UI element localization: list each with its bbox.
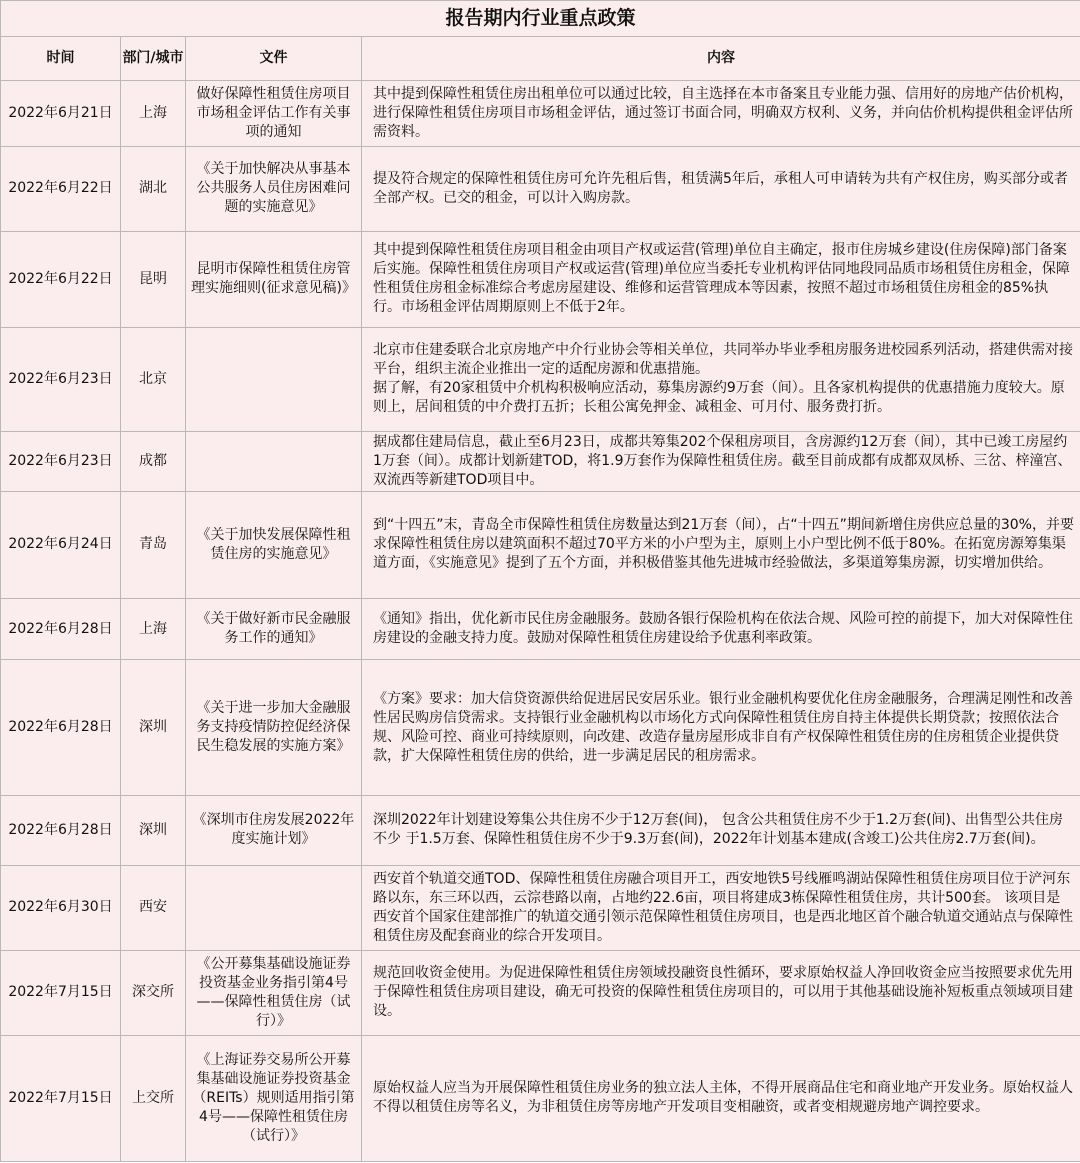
- row-dept: 深圳: [121, 660, 186, 796]
- row-dept: 西安: [121, 865, 186, 950]
- row-content: 据成都住建局信息，截止至6月23日，成都共筹集202个保租房项目，含房源约12万套（间），其中已竣工房屋约1万套（间）。成都计划新建TOD，将1.9万套作为保障性租赁住房。截至目前成都有成都双凤桥、三岔、梓潼宫、双流西等新建TOD项目中。: [362, 431, 1080, 491]
- header-date: 时间: [1, 37, 121, 81]
- row-date: 2022年7月15日: [1, 1035, 121, 1161]
- table-row: [1, 865, 1080, 950]
- row-dept: 湖北: [121, 146, 186, 231]
- row-content: 原始权益人应当为开展保障性租赁住房业务的独立法人主体，不得开展商品住宅和商业地产开发业务。原始权益人不得以租赁住房等名义，为非租赁住房等房地产开发项目变相融资，或者变相规避房地产调控要求。: [362, 1035, 1080, 1161]
- row-doc: 《关于加快发展保障性租赁住房的实施意见》: [186, 491, 362, 598]
- row-content: 其中提到保障性租赁住房项目租金由项目产权或运营(管理)单位自主确定，报市住房城乡建设(住房保障)部门备案后实施。保障性租赁住房项目产权或运营(管理)单位应当委托专业机构评估同地段同品质市场租赁住房租金，保障性租赁住房租金标准综合考虑房屋建设、维修和运营管理成本等因素，按照不超过市场租赁住房租金的85%执行。市场租金评估周期原则上不低于2年。: [362, 231, 1080, 327]
- row-doc: 《深圳市住房发展2022年度实施计划》: [186, 795, 362, 865]
- row-dept: 北京: [121, 327, 186, 431]
- row-date: 2022年6月28日: [1, 795, 121, 865]
- row-dept: 深交所: [121, 950, 186, 1035]
- row-doc: 昆明市保障性租赁住房管理实施细则(征求意见稿)》: [186, 231, 362, 327]
- row-dept: 昆明: [121, 231, 186, 327]
- row-dept: 深圳: [121, 795, 186, 865]
- row-date: 2022年6月22日: [1, 146, 121, 231]
- row-content: 深圳2022年计划建设筹集公共住房不少于12万套(间)， 包含公共租赁住房不少于1.2万套(间)、出售型公共住房不少 于1.5万套、保障性租赁住房不少于9.3万套(间)，2022年计划基本建成(含竣工)公共住房2.7万套(间)。: [362, 795, 1080, 865]
- row-doc: [186, 865, 362, 950]
- row-date: 2022年6月21日: [1, 81, 121, 147]
- table-row: [1, 660, 1080, 796]
- row-date: 2022年6月23日: [1, 327, 121, 431]
- row-date: 2022年6月28日: [1, 660, 121, 796]
- row-doc: 做好保障性租赁住房项目市场租金评估工作有关事项的通知: [186, 81, 362, 147]
- row-dept: 上交所: [121, 1035, 186, 1161]
- row-date: 2022年6月23日: [1, 431, 121, 491]
- row-dept: 上海: [121, 598, 186, 660]
- row-doc: [186, 327, 362, 431]
- row-dept: 上海: [121, 81, 186, 147]
- row-date: 2022年6月22日: [1, 231, 121, 327]
- row-dept: 青岛: [121, 491, 186, 598]
- row-content: 规范回收资金使用。为促进保障性租赁住房领域投融资良性循环，要求原始权益人净回收资金应当按照要求优先用于保障性租赁住房项目建设，确无可投资的保障性租赁住房项目的，可以用于其他基础设施补短板重点领域项目建设。: [362, 950, 1080, 1035]
- row-content: 《方案》要求：加大信贷资源供给促进居民安居乐业。银行业金融机构要优化住房金融服务，合理满足刚性和改善性居民购房信贷需求。支持银行业金融机构以市场化方式向保障性租赁住房自持主体提供长期贷款；按照依法合规、风险可控、商业可持续原则，向改建、改造存量房屋形成非自有产权保障性租赁住房的住房租赁企业提供贷款，扩大保障性租赁住房的供给，进一步满足居民的租房需求。: [362, 660, 1080, 796]
- row-dept: 成都: [121, 431, 186, 491]
- row-date: 2022年6月30日: [1, 865, 121, 950]
- header-dept: 部门/城市: [121, 37, 186, 81]
- row-content: 《通知》指出，优化新市民住房金融服务。鼓励各银行保险机构在依法合规、风险可控的前提下，加大对保障性住房建设的金融支持力度。鼓励对保障性租赁住房建设给予优惠利率政策。: [362, 598, 1080, 660]
- row-doc: 《关于做好新市民金融服务工作的通知》: [186, 598, 362, 660]
- table-row: [1, 146, 1080, 231]
- row-content: 提及符合规定的保障性租赁住房可允许先租后售，租赁满5年后，承租人可申请转为共有产权住房，购买部分或者全部产权。已交的租金，可以计入购房款。: [362, 146, 1080, 231]
- row-content: 北京市住建委联合北京房地产中介行业协会等相关单位，共同举办毕业季租房服务进校园系列活动，搭建供需对接平台，组织主流企业推出一定的适配房源和优惠措施。 据了解，有20家租赁中介机构积极响应活动，募集房源约9万套（间）。且各家机构提供的优惠措施力度较大。原则上，居间租赁的中介费打五折；长租公寓免押金、减租金、可月付、服务费打折。: [362, 327, 1080, 431]
- row-content: 到“十四五”末，青岛全市保障性租赁住房数量达到21万套（间），占“十四五”期间新增住房供应总量的30%，并要求保障性租赁住房以建筑面积不超过70平方米的小户型为主，原则上小户型比例不低于80%。在拓宽房源筹集渠道方面，《实施意见》提到了五个方面，并积极借鉴其他先进城市经验做法，多渠道筹集房源，切实增加供给。: [362, 491, 1080, 598]
- table-row: [1, 81, 1080, 147]
- table-row: [1, 327, 1080, 431]
- row-date: 2022年6月28日: [1, 598, 121, 660]
- table-row: [1, 950, 1080, 1035]
- table-row: [1, 795, 1080, 865]
- table-row: [1, 431, 1080, 491]
- row-doc: [186, 431, 362, 491]
- table-title: 报告期内行业重点政策: [1, 1, 1080, 37]
- table-row: [1, 231, 1080, 327]
- table-row: [1, 491, 1080, 598]
- row-date: 2022年7月15日: [1, 950, 121, 1035]
- row-doc: 《关于加快解决从事基本公共服务人员住房困难问题的实施意见》: [186, 146, 362, 231]
- row-doc: 《关于进一步加大金融服务支持疫情防控促经济保民生稳发展的实施方案》: [186, 660, 362, 796]
- row-date: 2022年6月24日: [1, 491, 121, 598]
- row-content: 西安首个轨道交通TOD、保障性租赁住房融合项目开工，西安地铁5号线雁鸣湖站保障性租赁住房项目位于浐河东路以东，东三环以西，云淙巷路以南，占地约22.6亩，项目将建成3栋保障性租赁住房，共计500套。 该项目是西安首个国家住建部推广的轨道交通引领示范保障性租赁住房项目，也是西北地区首个融合轨道交通站点与保障性租赁住房及配套商业的综合开发项目。: [362, 865, 1080, 950]
- table-row: [1, 598, 1080, 660]
- table-row: [1, 1035, 1080, 1161]
- row-doc: 《公开募集基础设施证券投资基金业务指引第4号——保障性租赁住房（试行）》: [186, 950, 362, 1035]
- header-content: 内容: [362, 37, 1080, 81]
- header-doc: 文件: [186, 37, 362, 81]
- row-content: 其中提到保障性租赁住房出租单位可以通过比较，自主选择在本市备案且专业能力强、信用好的房地产估价机构，进行保障性租赁住房项目市场租金评估，通过签订书面合同，明确双方权利、义务，并向估价机构提供租金评估所需资料。: [362, 81, 1080, 147]
- row-doc: 《上海证券交易所公开募集基础设施证券投资基金（REITs）规则适用指引第4号——保障性租赁住房（试行）》: [186, 1035, 362, 1161]
